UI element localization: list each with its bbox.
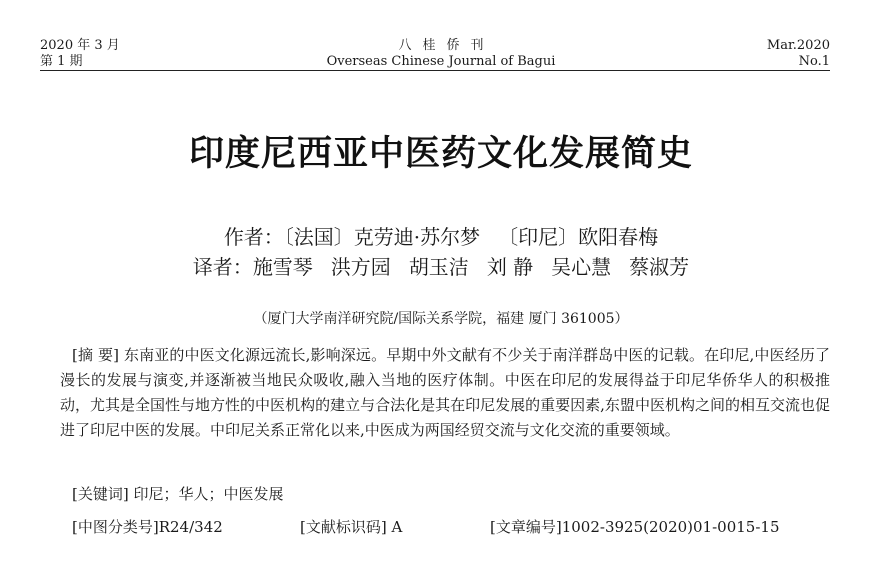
translator-name: 刘 静: [486, 255, 534, 279]
translator-name: 施雪琴: [252, 255, 313, 279]
issue-number-en: No.1: [798, 54, 830, 69]
abstract-label: [摘 要]: [72, 346, 120, 364]
authors-line: [0, 222, 882, 252]
document-code-label: [文献标识码]: [300, 518, 387, 536]
article-number-value: 1002-3925(2020)01-0015-15: [561, 518, 780, 536]
classification-value: R24/342: [158, 518, 223, 536]
affiliation: （厦门大学南洋研究院/国际关系学院，福建 厦门 361005）: [253, 311, 629, 327]
author-name: 〔法国〕克劳迪·苏尔梦: [283, 225, 481, 249]
journal-name-cn: 八桂侨刊: [398, 38, 495, 53]
journal-header: [0, 0, 882, 72]
keywords-label: [关键词]: [72, 485, 129, 503]
abstract: [60, 343, 830, 443]
article-number-label: [文章编号]: [490, 518, 562, 536]
issue-year-month: 2020 年 3 月: [40, 38, 120, 53]
keywords-text: 印尼；华人；中医发展: [133, 485, 284, 503]
classification-label: [中图分类号]: [72, 518, 159, 536]
article-title: 印度尼西亚中医药文化发展简史: [188, 134, 693, 174]
authors-label: 作者：: [223, 225, 284, 249]
classification-number: [72, 516, 223, 537]
translators-line: [0, 252, 882, 282]
issue-month-en: Mar.2020: [766, 38, 830, 53]
issue-number-cn: 第 1 期: [40, 54, 83, 69]
document-code-value: A: [391, 518, 403, 536]
translator-name: 吴心慧: [551, 255, 612, 279]
journal-name: [0, 38, 882, 70]
translator-name: 洪方园: [330, 255, 391, 279]
header-rule: [40, 70, 830, 71]
author-block: [0, 222, 882, 282]
issue-date-en: [767, 38, 830, 70]
author-name: 〔印尼〕欧阳春梅: [498, 225, 659, 249]
journal-name-en: Overseas Chinese Journal of Bagui: [326, 54, 556, 69]
keywords: [72, 483, 284, 504]
document-code: [300, 516, 402, 537]
translator-name: 蔡淑芳: [629, 255, 690, 279]
abstract-text: 东南亚的中医文化源远流长,影响深远。早期中外文献有不少关于南洋群岛中医的记载。在印尼,中医经历了漫长的发展与演变,并逐渐被当地民众吸收,融入当地的医疗体制。中医在印尼的发展得益于印尼华侨华人的积极推动，尤其是全国性与地方性的中医机构的建立与合法化是其在印尼发展的重要因素,东盟中医机构之间的相互交流也促进了印尼中医的发展。中印尼关系正常化以来,中医成为两国经贸交流与文化交流的重要领域。: [60, 346, 830, 439]
article-number: [490, 516, 780, 537]
translator-name: 胡玉洁: [408, 255, 469, 279]
translators-label: 译者：: [192, 255, 253, 279]
